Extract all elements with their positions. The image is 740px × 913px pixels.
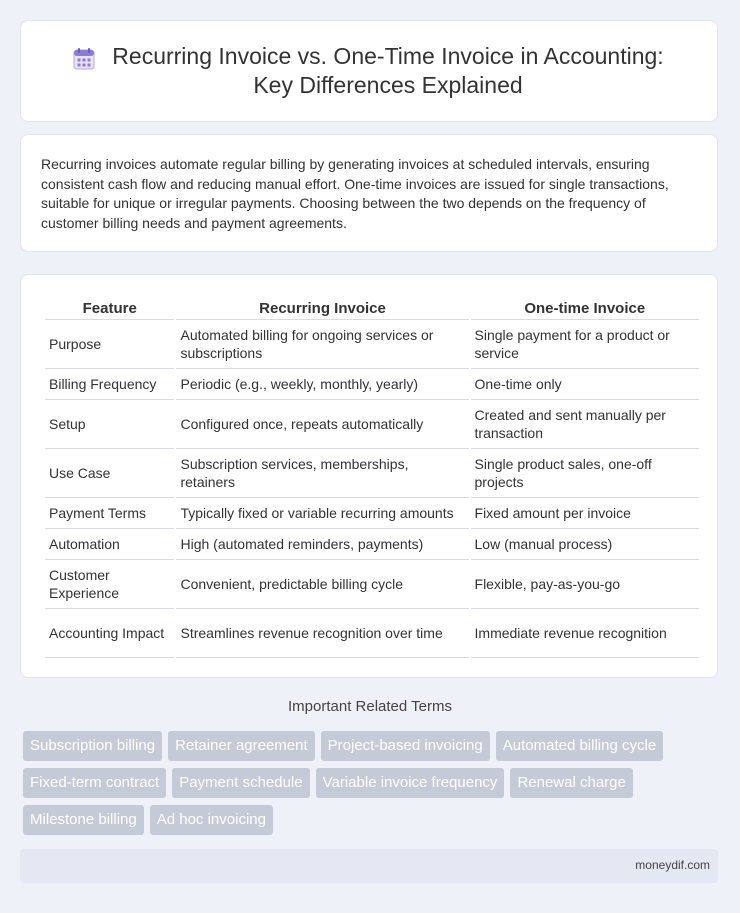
feature-cell: Setup: [45, 400, 174, 449]
feature-cell: Accounting Impact: [45, 609, 174, 658]
related-term-tag[interactable]: Renewal charge: [510, 768, 632, 798]
feature-cell: Automation: [45, 529, 174, 560]
related-terms-list: [23, 731, 723, 835]
one-time-cell: Single product sales, one-off projects: [471, 449, 699, 498]
one-time-cell: Created and sent manually per transaction: [471, 400, 699, 449]
table-header-row: [45, 295, 699, 320]
footer-bar: [20, 849, 718, 883]
one-time-cell: Single payment for a product or service: [471, 320, 699, 369]
page-title: Recurring Invoice vs. One-Time Invoice in Accounting: Key Differences Explained: [112, 43, 664, 98]
one-time-cell: Flexible, pay-as-you-go: [471, 560, 699, 609]
related-term-tag[interactable]: Subscription billing: [23, 731, 162, 761]
recurring-cell: Automated billing for ongoing services or subscriptions: [176, 320, 468, 369]
related-term-tag[interactable]: Fixed-term contract: [23, 768, 166, 798]
recurring-cell: High (automated reminders, payments): [176, 529, 468, 560]
feature-cell: Purpose: [45, 320, 174, 369]
table-row: [45, 369, 699, 400]
recurring-cell: Convenient, predictable billing cycle: [176, 560, 468, 609]
footer-site-link[interactable]: moneydif.com: [635, 858, 710, 872]
related-terms-heading: Important Related Terms: [288, 698, 452, 715]
related-term-tag[interactable]: Automated billing cycle: [496, 731, 663, 761]
related-term-tag[interactable]: Variable invoice frequency: [316, 768, 505, 798]
related-term-tag[interactable]: Payment schedule: [172, 768, 309, 798]
recurring-cell: Periodic (e.g., weekly, monthly, yearly): [176, 369, 468, 400]
intro-paragraph: Recurring invoices automate regular billing by generating invoices at scheduled intervals, ensuring consistent cash flow and reducing manual effort. One-time invoices are issued for single transactions, suitable for unique or irregular payments. Choosing between the two depends on the frequency of customer billing needs and payment agreements.: [41, 156, 669, 231]
title-card: [20, 20, 718, 122]
feature-cell: Billing Frequency: [45, 369, 174, 400]
related-term-tag[interactable]: Project-based invoicing: [321, 731, 490, 761]
table-row: [45, 609, 699, 658]
feature-cell: Customer Experience: [45, 560, 174, 609]
related-term-tag[interactable]: Ad hoc invoicing: [150, 805, 273, 835]
recurring-cell: Typically fixed or variable recurring amounts: [176, 498, 468, 529]
table-row: [45, 400, 699, 449]
column-header-one-time: One-time Invoice: [471, 295, 699, 320]
comparison-card: [20, 274, 718, 678]
recurring-cell: Streamlines revenue recognition over time: [176, 609, 468, 658]
one-time-cell: Low (manual process): [471, 529, 699, 560]
table-row: [45, 529, 699, 560]
related-term-tag[interactable]: Milestone billing: [23, 805, 144, 835]
column-header-recurring: Recurring Invoice: [176, 295, 468, 320]
table-row: [45, 498, 699, 529]
recurring-cell: Subscription services, memberships, retainers: [176, 449, 468, 498]
table-row: [45, 449, 699, 498]
column-header-feature: Feature: [45, 295, 174, 320]
related-term-tag[interactable]: Retainer agreement: [168, 731, 315, 761]
one-time-cell: Fixed amount per invoice: [471, 498, 699, 529]
intro-card: [20, 134, 718, 252]
calendar-icon: [71, 46, 97, 72]
table-row: [45, 320, 699, 369]
one-time-cell: One-time only: [471, 369, 699, 400]
one-time-cell: Immediate revenue recognition: [471, 609, 699, 658]
comparison-table: [43, 295, 701, 658]
feature-cell: Use Case: [45, 449, 174, 498]
recurring-cell: Configured once, repeats automatically: [176, 400, 468, 449]
feature-cell: Payment Terms: [45, 498, 174, 529]
table-row: [45, 560, 699, 609]
